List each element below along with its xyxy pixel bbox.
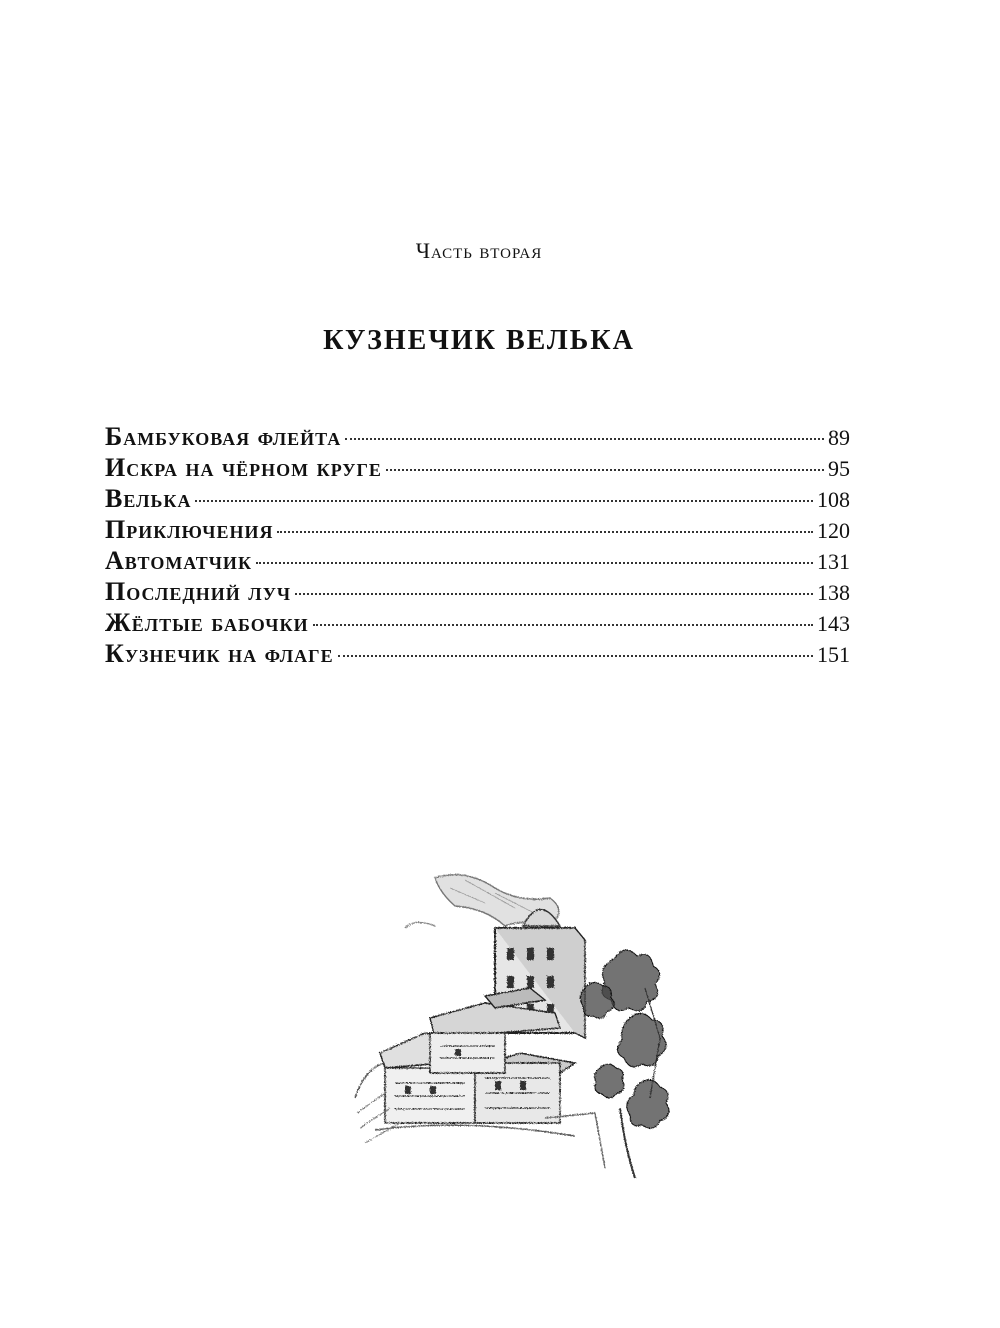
toc-dot-leader [295, 593, 813, 595]
toc-entry-page: 151 [817, 642, 850, 667]
toc-dot-leader [256, 562, 813, 564]
part-label: Часть вторая [415, 238, 543, 263]
toc-entry[interactable] [105, 577, 850, 608]
toc-entry-title: Приключения [105, 515, 274, 544]
toc-dot-leader [338, 655, 813, 657]
toc-entry[interactable] [105, 546, 850, 577]
toc-entry-page: 120 [817, 518, 850, 543]
toc-entry[interactable] [105, 608, 850, 639]
toc-entry-title: Автоматчик [105, 546, 252, 575]
toc-entry-page: 89 [828, 425, 850, 450]
toc-dot-leader [195, 500, 813, 502]
toc-dot-leader [313, 624, 813, 626]
toc-entry-page: 138 [817, 580, 850, 605]
town-sketch-illustration [345, 868, 705, 1183]
table-of-contents [105, 422, 850, 670]
toc-dot-leader [277, 531, 813, 533]
toc-entry[interactable] [105, 422, 850, 453]
town-sketch-icon [345, 868, 705, 1183]
toc-entry-title: Кузнечик на флаге [105, 639, 334, 668]
toc-entry-page: 143 [817, 611, 850, 636]
toc-entry-page: 131 [817, 549, 850, 574]
toc-entry-page: 95 [828, 456, 850, 481]
toc-entry-title: Искра на чёрном круге [105, 453, 382, 482]
toc-entry-title: Велька [105, 484, 192, 513]
toc-entry[interactable] [105, 453, 850, 484]
toc-entry-page: 108 [817, 487, 850, 512]
toc-entry[interactable] [105, 484, 850, 515]
toc-entry[interactable] [105, 515, 850, 546]
toc-dot-leader [345, 438, 824, 440]
toc-entry-title: Бамбуковая флейта [105, 422, 342, 451]
toc-entry-title: Последний луч [105, 577, 292, 606]
toc-dot-leader [386, 469, 824, 471]
toc-entry-title: Жёлтые бабочки [105, 608, 309, 637]
toc-entry[interactable] [105, 639, 850, 670]
section-title: КУЗНЕЧИК ВЕЛЬКА [323, 325, 635, 356]
